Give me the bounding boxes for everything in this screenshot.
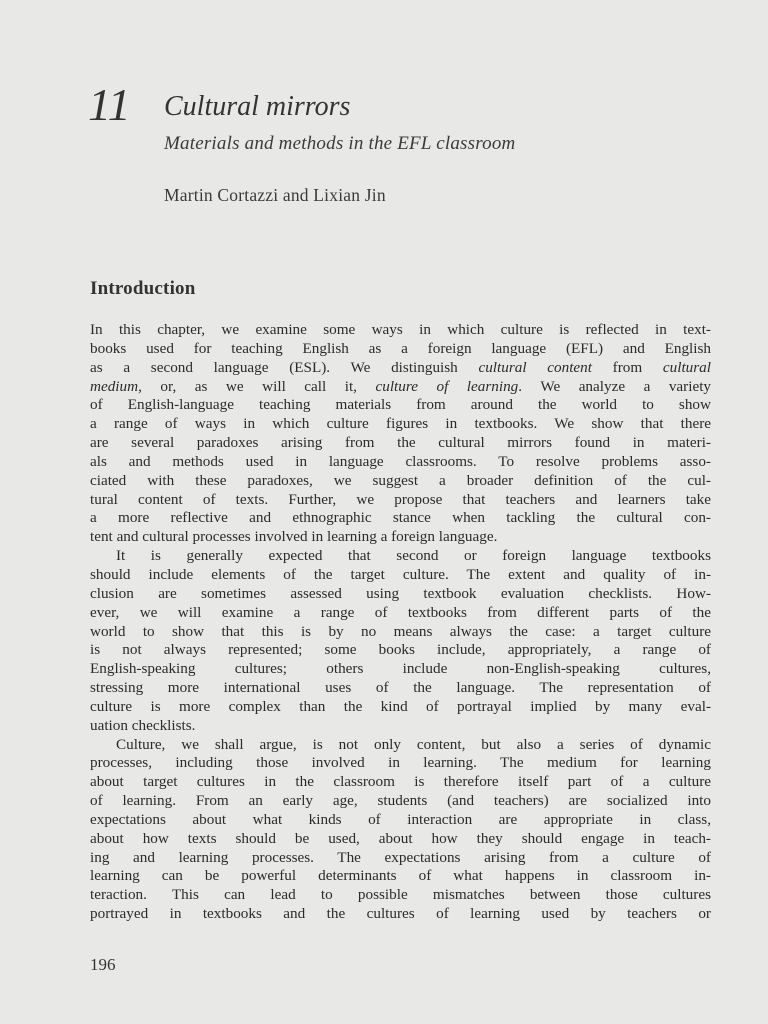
- text-run: , or, as we will call it,: [138, 377, 376, 395]
- text-line: learning can be powerful determinants of what happens in classroom in-: [90, 867, 711, 885]
- text-line: of English-language teaching materials from around the world to show: [90, 396, 711, 414]
- text-line: about how texts should be used, about how they should engage in teach-: [90, 829, 711, 847]
- text-line: English-speaking cultures; others include non-English-speaking cultures,: [90, 660, 711, 678]
- chapter-authors: Martin Cortazzi and Lixian Jin: [164, 185, 386, 205]
- italic-run: cultural: [662, 358, 711, 376]
- text-run: . We analyze a variety: [518, 377, 712, 395]
- text-line: ciated with these paradoxes, we suggest a broader definition of the cul-: [90, 471, 711, 489]
- text-line: processes, including those involved in learning. The medium for learning: [90, 754, 711, 772]
- text-line: is not always represented; some books include, appropriately, a range of: [90, 641, 711, 659]
- text-line: [90, 378, 711, 397]
- text-line: Culture, we shall argue, is not only content, but also a series of dynamic: [116, 735, 711, 753]
- text-line: books used for teaching English as a foreign language (EFL) and English: [90, 339, 711, 357]
- text-run: from: [591, 358, 663, 376]
- section-heading: Introduction: [90, 278, 196, 299]
- text-line: culture is more complex than the kind of portrayal implied by many eval-: [90, 697, 711, 715]
- italic-run: cultural content: [478, 358, 592, 376]
- text-line: about target cultures in the classroom is therefore itself part of a culture: [90, 773, 711, 791]
- text-line: stressing more international uses of the language. The representation of: [90, 679, 711, 697]
- chapter-title: Cultural mirrors: [164, 91, 351, 122]
- text-line: In this chapter, we examine some ways in which culture is reflected in text-: [90, 321, 711, 338]
- text-line: uation checklists.: [90, 716, 196, 734]
- text-line: are several paradoxes arising from the cultural mirrors found in materi-: [90, 434, 711, 452]
- text-line: tural content of texts. Further, we propose that teachers and learners take: [90, 490, 711, 508]
- text-run: as a second language (ESL). We distinguish: [90, 358, 479, 376]
- page-number: 196: [90, 955, 116, 974]
- chapter-number: 11: [88, 79, 131, 130]
- text-line: ing and learning processes. The expectations arising from a culture of: [90, 848, 711, 866]
- text-line: It is generally expected that second or foreign language textbooks: [116, 547, 711, 565]
- text-line: portrayed in textbooks and the cultures of learning used by teachers or: [90, 905, 711, 923]
- text-line: a range of ways in which culture figures in textbooks. We show that there: [90, 415, 711, 433]
- text-line: expectations about what kinds of interaction are appropriate in class,: [90, 810, 711, 828]
- body-text: [90, 321, 711, 924]
- text-line: clusion are sometimes assessed using textbook evaluation checklists. How-: [90, 584, 711, 602]
- italic-run: medium: [90, 377, 139, 395]
- text-line: of learning. From an early age, students (and teachers) are socialized into: [90, 792, 711, 810]
- text-line: [90, 359, 711, 378]
- text-line: tent and cultural processes involved in learning a foreign language.: [90, 528, 498, 546]
- text-line: world to show that this is by no means always the case: a target culture: [90, 622, 711, 640]
- text-line: teraction. This can lead to possible mismatches between those cultures: [90, 886, 711, 904]
- italic-run: culture of learning: [375, 377, 519, 395]
- chapter-subtitle: Materials and methods in the EFL classroom: [164, 133, 516, 154]
- text-line: ever, we will examine a range of textbooks from different parts of the: [90, 603, 711, 621]
- text-line: should include elements of the target culture. The extent and quality of in-: [90, 565, 711, 583]
- text-line: a more reflective and ethnographic stance when tackling the cultural con-: [90, 509, 711, 527]
- text-line: als and methods used in language classrooms. To resolve problems asso-: [90, 452, 711, 470]
